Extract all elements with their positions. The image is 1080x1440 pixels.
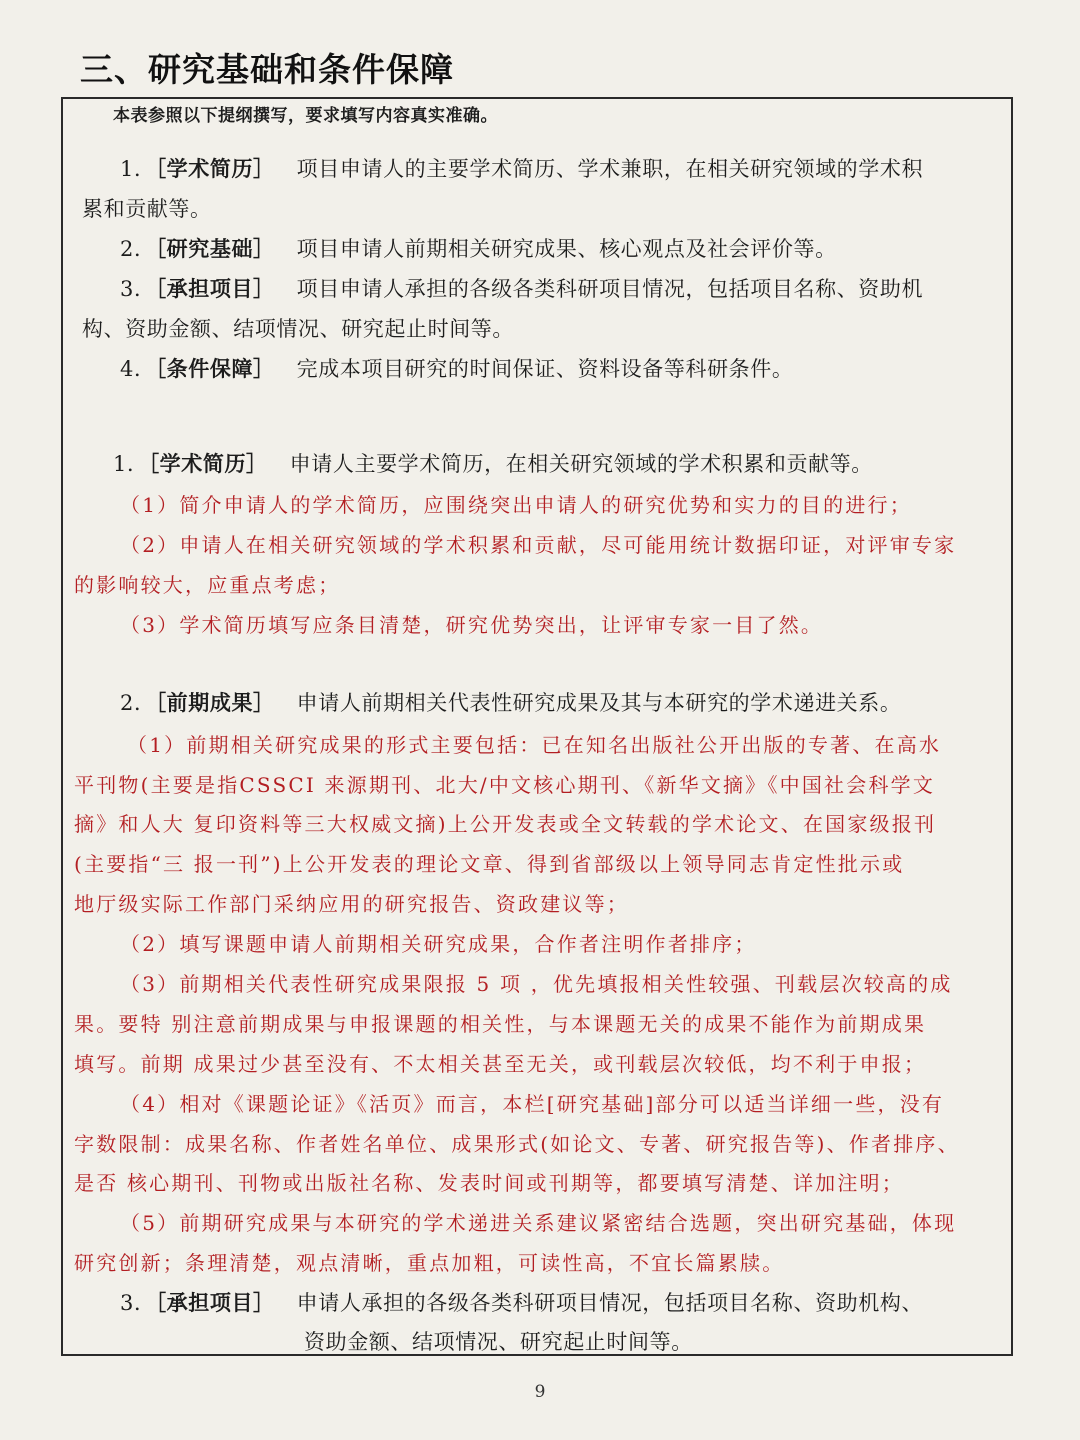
guide-2-line-8: 果。要特 别注意前期成果与申报课题的相关性，与本课题无关的成果不能作为前期成果	[74, 1012, 927, 1036]
guide-2-line-13: （5）前期研究成果与本研究的学术递进关系建议紧密结合选题，突出研究基础，体现	[120, 1211, 957, 1235]
guide-text: 申请人主要学术简历，在相关研究领域的学术积累和贡献等。	[289, 452, 873, 476]
guide-num: 1．	[113, 452, 149, 476]
guide-heading-3-cont: 资助金额、结项情况、研究起止时间等。	[304, 1330, 693, 1354]
guide-2-line-4: (主要指“三 报一刊”)上公开发表的理论文章、得到省部级以上领导同志肯定性批示或	[74, 852, 905, 876]
outline-item-1-cont: 累和贡献等。	[82, 197, 212, 221]
outline-num: 1．	[120, 157, 156, 181]
guide-label: ［学术简历］	[148, 452, 268, 476]
outline-item-3-cont: 构、资助金额、结项情况、研究起止时间等。	[82, 317, 514, 341]
form-note: 本表参照以下提纲撰写，要求填写内容真实准确。	[113, 106, 498, 126]
guide-2-line-12: 是否 核心期刊、刊物或出版社名称、发表时间或刊期等，都要填写清楚、详加注明；	[74, 1171, 904, 1195]
outline-text: 项目申请人前期相关研究成果、核心观点及社会评价等。	[296, 237, 837, 261]
outline-item-4	[120, 353, 793, 383]
guide-num: 3．	[120, 1291, 156, 1315]
guide-heading-2	[120, 687, 901, 717]
guide-1-line-2: （2）申请人在相关研究领域的学术积累和贡献，尽可能用统计数据印证，对评审专家	[120, 533, 957, 557]
guide-2-line-2: 平刊物(主要是指CSSCI 来源期刊、北大/中文核心期刊、《新华文摘》《中国社会科学文	[74, 773, 936, 797]
guide-2-line-9: 填写。前期 成果过少甚至没有、不太相关甚至无关，或刊载层次较低，均不利于申报；	[74, 1052, 927, 1076]
guide-label: ［承担项目］	[155, 1291, 275, 1315]
outline-label: ［研究基础］	[155, 237, 275, 261]
guide-heading-3	[120, 1287, 923, 1317]
guide-label: ［前期成果］	[155, 691, 275, 715]
outline-label: ［条件保障］	[155, 357, 275, 381]
section-title: 三、研究基础和条件保障	[80, 50, 454, 89]
outline-num: 3．	[120, 277, 156, 301]
guide-1-line-3: 的影响较大，应重点考虑；	[74, 573, 341, 597]
outline-item-3	[120, 273, 923, 303]
guide-text: 申请人承担的各级各类科研项目情况，包括项目名称、资助机构、	[296, 1291, 924, 1315]
outline-label: ［学术简历］	[155, 157, 275, 181]
outline-num: 4．	[120, 357, 156, 381]
outline-label: ［承担项目］	[155, 277, 275, 301]
guide-2-line-6: （2）填写课题申请人前期相关研究成果，合作者注明作者排序；	[120, 932, 757, 956]
guide-2-line-7: （3）前期相关代表性研究成果限报 5 项 ，优先填报相关性较强、刊载层次较高的成	[120, 972, 953, 996]
guide-2-line-14: 研究创新；条理清楚，观点清晰，重点加粗，可读性高，不宜长篇累牍。	[74, 1251, 785, 1275]
guide-2-line-10: （4）相对《课题论证》《活页》而言，本栏[研究基础]部分可以适当详细一些，没有	[120, 1092, 945, 1116]
page-number: 9	[534, 1382, 546, 1402]
outline-text: 完成本项目研究的时间保证、资料设备等科研条件。	[296, 357, 794, 381]
outline-num: 2．	[120, 237, 156, 261]
guide-2-line-1: （1）前期相关研究成果的形式主要包括：已在知名出版社公开出版的专著、在高水	[127, 733, 942, 757]
guide-2-line-11: 字数限制：成果名称、作者姓名单位、成果形式(如论文、专著、研究报告等)、作者排序、	[74, 1132, 960, 1156]
outline-text: 项目申请人的主要学术简历、学术兼职，在相关研究领域的学术积	[296, 157, 924, 181]
guide-1-line-1: （1）简介申请人的学术简历，应围绕突出申请人的研究优势和实力的目的进行；	[120, 493, 912, 517]
guide-2-line-3: 摘》和人大 复印资料等三大权威文摘)上公开发表或全文转载的学术论文、在国家级报刊	[74, 812, 937, 836]
guide-heading-1	[113, 448, 873, 478]
outline-text: 项目申请人承担的各级各类科研项目情况，包括项目名称、资助机	[296, 277, 924, 301]
guide-2-line-5: 地厅级实际工作部门采纳应用的研究报告、资政建议等；	[74, 892, 629, 916]
guide-text: 申请人前期相关代表性研究成果及其与本研究的学术递进关系。	[296, 691, 902, 715]
outline-item-1	[120, 153, 923, 183]
outline-item-2	[120, 233, 837, 263]
guide-1-line-4: （3）学术简历填写应条目清楚，研究优势突出，让评审专家一目了然。	[120, 613, 824, 637]
guide-num: 2．	[120, 691, 156, 715]
